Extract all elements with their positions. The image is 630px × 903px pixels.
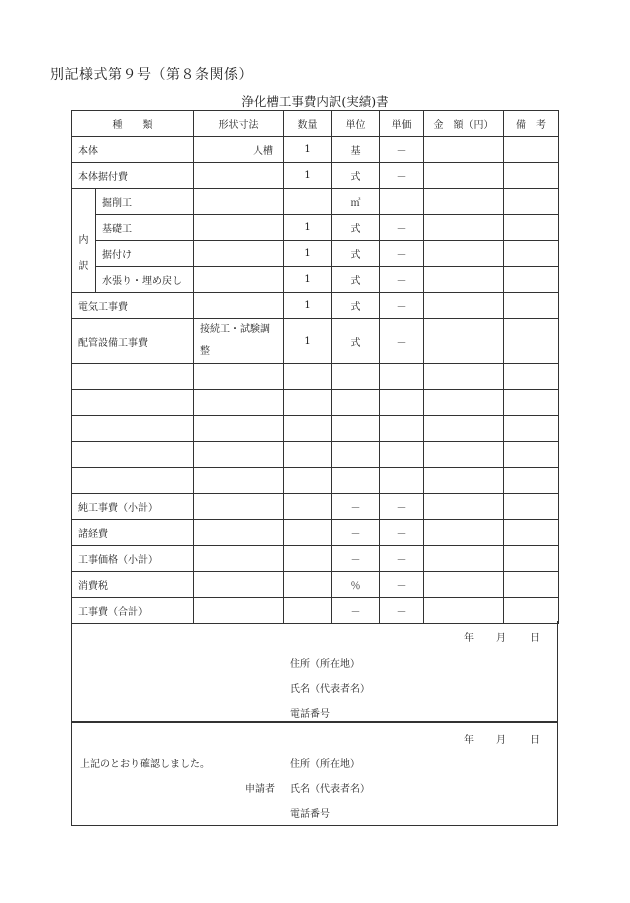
row-remarks: [504, 241, 559, 267]
address-label: 住所（所在地）: [290, 659, 360, 670]
col-header-remarks: 備 考: [504, 111, 559, 137]
blank-row: [72, 416, 559, 442]
date-month: 月: [496, 633, 506, 644]
row-remarks: [504, 137, 559, 163]
table-row: [72, 241, 559, 267]
date-day: 日: [530, 735, 540, 746]
row-price: －: [380, 319, 424, 364]
row-unit: －: [332, 520, 380, 546]
row-price: －: [380, 137, 424, 163]
breakdown-label-1: 内: [78, 234, 89, 246]
date-month: 月: [496, 735, 506, 746]
row-amount: [424, 267, 504, 293]
row-price: [380, 189, 424, 215]
phone-label: 電話番号: [290, 809, 330, 820]
summary-row: [72, 598, 559, 624]
row-unit: －: [332, 598, 380, 624]
row-amount: [424, 163, 504, 189]
row-amount: [424, 215, 504, 241]
row-price: －: [380, 241, 424, 267]
table-row: [72, 215, 559, 241]
phone-label: 電話番号: [290, 709, 330, 720]
row-amount: [424, 137, 504, 163]
applicant-label: 申請者: [245, 784, 275, 795]
address-label: 住所（所在地）: [290, 759, 360, 770]
row-price: －: [380, 572, 424, 598]
row-qty: 1: [284, 293, 332, 319]
date-year: 年: [464, 633, 474, 644]
row-shape: [194, 215, 284, 241]
row-unit: ％: [332, 572, 380, 598]
row-unit: 式: [332, 241, 380, 267]
row-type: 配管設備工事費: [72, 319, 194, 364]
row-shape: [194, 293, 284, 319]
blank-row: [72, 468, 559, 494]
col-header-unit: 単位: [332, 111, 380, 137]
col-header-amount: 金 額（円）: [424, 111, 504, 137]
row-unit: 式: [332, 293, 380, 319]
row-remarks: [504, 215, 559, 241]
cost-breakdown-table: [71, 110, 559, 624]
name-label: 氏名（代表者名）: [290, 684, 370, 695]
row-unit: 式: [332, 215, 380, 241]
confirmation-text: 上記のとおり確認しました。: [80, 759, 210, 770]
row-type: 掘削工: [96, 189, 194, 215]
col-header-qty: 数量: [284, 111, 332, 137]
row-remarks: [504, 163, 559, 189]
row-type: 基礎工: [96, 215, 194, 241]
row-amount: [424, 189, 504, 215]
row-price: －: [380, 494, 424, 520]
row-remarks: [504, 319, 559, 364]
row-qty: [284, 189, 332, 215]
row-qty: 1: [284, 319, 332, 364]
row-type: 工事費（合計）: [72, 598, 194, 624]
row-amount: [424, 241, 504, 267]
table-row: [72, 267, 559, 293]
table-row: [72, 293, 559, 319]
blank-row: [72, 390, 559, 416]
table-row: [72, 163, 559, 189]
row-shape: [194, 319, 284, 364]
row-qty: 1: [284, 137, 332, 163]
row-price: －: [380, 293, 424, 319]
row-shape: [194, 241, 284, 267]
row-price: －: [380, 267, 424, 293]
row-unit: －: [332, 494, 380, 520]
row-type: 消費税: [72, 572, 194, 598]
row-qty: 1: [284, 267, 332, 293]
row-remarks: [504, 189, 559, 215]
row-unit: 式: [332, 163, 380, 189]
row-price: －: [380, 520, 424, 546]
blank-row: [72, 364, 559, 390]
row-shape-line-2: 整: [200, 346, 210, 357]
row-remarks: [504, 267, 559, 293]
row-unit: 式: [332, 319, 380, 364]
row-unit: －: [332, 546, 380, 572]
row-shape: [194, 267, 284, 293]
table-row: [72, 137, 559, 163]
col-header-price: 単価: [380, 111, 424, 137]
row-price: －: [380, 598, 424, 624]
summary-row: [72, 572, 559, 598]
document-title: 浄化槽工事費内訳(実績)書: [241, 94, 389, 109]
row-qty: 1: [284, 215, 332, 241]
row-type: 本体: [72, 137, 194, 163]
row-amount: [424, 293, 504, 319]
row-type: 据付け: [96, 241, 194, 267]
row-type: 工事価格（小計）: [72, 546, 194, 572]
col-header-type: 種 類: [72, 111, 194, 137]
contractor-signature-block: [71, 621, 558, 722]
row-unit: 式: [332, 267, 380, 293]
row-shape-line-1: 接続工・試験調: [200, 324, 270, 335]
row-price: －: [380, 215, 424, 241]
breakdown-label: [72, 189, 96, 293]
name-label: 氏名（代表者名）: [290, 784, 370, 795]
row-type: 諸経費: [72, 520, 194, 546]
date-day: 日: [530, 633, 540, 644]
row-price: －: [380, 546, 424, 572]
breakdown-label-2: 訳: [78, 260, 89, 272]
row-type: 電気工事費: [72, 293, 194, 319]
row-remarks: [504, 293, 559, 319]
table-row: [72, 189, 559, 215]
table-header-row: [72, 111, 559, 137]
summary-row: [72, 520, 559, 546]
summary-row: [72, 546, 559, 572]
date-year: 年: [464, 735, 474, 746]
row-qty: 1: [284, 241, 332, 267]
row-type: 純工事費（小計）: [72, 494, 194, 520]
table-row: [72, 319, 559, 364]
form-number: 別記様式第９号（第８条関係）: [50, 67, 253, 83]
row-unit: ㎥: [332, 189, 380, 215]
row-qty: 1: [284, 163, 332, 189]
row-amount: [424, 319, 504, 364]
blank-row: [72, 442, 559, 468]
row-type: 水張り・埋め戻し: [96, 267, 194, 293]
applicant-confirmation-block: [71, 722, 558, 826]
row-unit: 基: [332, 137, 380, 163]
summary-row: [72, 494, 559, 520]
row-price: －: [380, 163, 424, 189]
col-header-shape: 形状寸法: [194, 111, 284, 137]
row-shape: [194, 163, 284, 189]
row-type: 本体据付費: [72, 163, 194, 189]
row-shape: [194, 189, 284, 215]
row-shape: 人槽: [194, 137, 284, 163]
